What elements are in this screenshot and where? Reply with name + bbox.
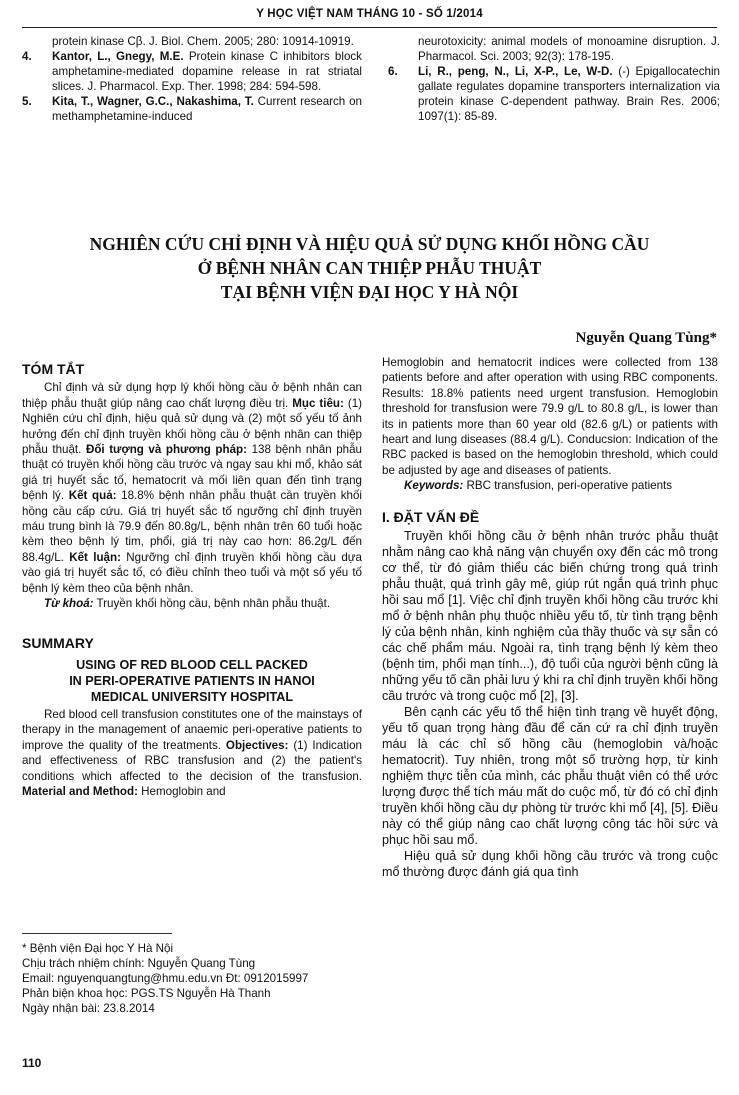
methods-label: Đối tượng và phương pháp: bbox=[85, 443, 247, 457]
summary-methods-start: Hemoglobin and bbox=[137, 784, 226, 798]
summary-keywords bbox=[382, 478, 718, 493]
reference-continuation bbox=[388, 34, 720, 64]
right-column bbox=[382, 355, 718, 880]
title-line: NGHIÊN CỨU CHỈ ĐỊNH VÀ HIỆU QUẢ SỬ DỤNG KHỐI HỒNG CẦU bbox=[89, 234, 650, 254]
summary-title-line: IN PERI-OPERATIVE PATIENTS IN HANOI bbox=[69, 673, 315, 688]
summary-keywords-label: Keywords: bbox=[404, 479, 464, 493]
intro-paragraph: Hiệu quả sử dụng khối hồng cầu trước và trong cuộc mổ thường được đánh giá qua tình bbox=[382, 849, 718, 880]
summary-keywords-text: RBC transfusion, peri-operative patients bbox=[463, 479, 673, 493]
header-rule bbox=[22, 27, 717, 28]
left-column bbox=[22, 362, 362, 799]
methods-text: 138 bệnh nhân phẫu thuật có truyền khối hồng cầu trước và ngay sau khi mổ, khảo sát giá trị huyết sắc tố, hematocrit và mối liên quan đến tình trạng bệnh lý. bbox=[22, 443, 362, 503]
intro-paragraph: Truyền khối hồng cầu ở bệnh nhân trước phẫu thuật nhằm nâng cao khả năng vận chuyển oxy đến các mô trong cơ thể, từ đó giảm thiểu các biến chứng trong quá trình phẫu thuật, quá trình gây mê, giúp rút ngắn quá trình phục hồi sau mổ [1]. Việc chỉ định truyền khối hồng cầu trước khi mổ ở bệnh nhân phụ thuộc nhiều yếu tố, từ tình trạng bệnh lý của bệnh nhân, kinh nghiệm của thầy thuốc và sự sẵn có các chế phẩm máu. Ngoài ra, tình trạng bệnh lý kèm theo (bệnh tim, phổi mạn tính...), độ tuổi của người bệnh cũng là những yếu tố cần phải lưu ý khi ra chỉ định truyền khối hồng cầu trước và trong cuộc mổ [2], [3]. bbox=[382, 529, 718, 704]
abstract-paragraph bbox=[22, 380, 362, 596]
summary-intro: Red blood cell transfusion constitutes one of the mainstays of therapy in the management of anaemic peri-operative patients to improve the quality of the treatments. bbox=[22, 707, 362, 752]
reference-text: Protein kinase C inhibitors block amphetamine-mediated dopamine release in rat striatal slices. J. Pharmacol. Exp. Ther. 1998; 284: 594-598. bbox=[52, 50, 362, 93]
author-name: Nguyễn Quang Tùng* bbox=[575, 330, 717, 346]
footnote-email: Email: nguyenquangtung@hmu.edu.vn Đt: 0912015997 bbox=[22, 972, 309, 985]
abstract-keywords bbox=[22, 596, 362, 611]
reference-item bbox=[22, 49, 362, 94]
reference-authors: Kantor, L., Gnegy, M.E. bbox=[52, 50, 184, 63]
page-number: 110 bbox=[22, 1056, 42, 1070]
abstract-intro: Chỉ định và sử dụng hợp lý khối hồng cầu ở bệnh nhân can thiệp phẫu thuật giúp nâng cao chất lượng điều trị. bbox=[22, 381, 362, 410]
reference-text: protein kinase Cβ. J. Biol. Chem. 2005; 280: 10914-10919. bbox=[52, 35, 354, 48]
intro-paragraph: Bên cạnh các yếu tố thể hiện tình trạng về huyết động, yếu tố quan trọng hàng đầu để căn cứ ra chỉ định truyền máu là các chỉ số hồng cầu (hemoglobin và/hoặc hematocrit). Tuy nhiên, trong một số trường hợp, từ kinh nghiệm thực tiễn của mình, các phẫu thuật viên có thể ước lượng được thể tích máu mất do cuộc mổ, từ đó có chỉ định truyền khối hồng cầu dự phòng từ trước khi mổ [4], [5]. Điều này có thể giúp nâng cao chất lượng công tác hồi sức và phục hồi sau mổ. bbox=[382, 705, 718, 848]
title-line: Ở BỆNH NHÂN CAN THIỆP PHẪU THUẬT bbox=[197, 258, 542, 278]
conclusion-text: Ngưỡng chỉ định truyền khối hồng cầu dựa vào giá trị huyết sắc tố, có điều chỉnh theo tuổi và một số yếu tố bệnh lý kèm theo của bệnh nhân. bbox=[22, 550, 362, 595]
conclusion-label: Kết luận: bbox=[69, 550, 121, 564]
reference-item bbox=[388, 64, 720, 124]
reference-number: 4. bbox=[22, 50, 32, 63]
footnote-reviewer: Phản biện khoa học: PGS.TS Nguyễn Hà Thanh bbox=[22, 987, 271, 1000]
summary-objectives: (1) Indication and effectiveness of RBC transfusion and (2) the patient's conditions which affected to the decision of the transfusion. bbox=[22, 738, 362, 783]
objectives-label: Mục tiêu: bbox=[292, 396, 344, 410]
reference-text: neurotoxicity: animal models of monoamine disruption. J. Pharmacol. Sci. 2003; 92(3): 178-195. bbox=[418, 35, 720, 63]
title-line: TẠI BỆNH VIỆN ĐẠI HỌC Y HÀ NỘI bbox=[220, 282, 519, 302]
objectives-text: (1) Nghiên cứu chỉ định, hiệu quả sử dụng và (2) một số yếu tố ảnh hưởng đến chỉ định truyền khối hồng cầu ở bệnh nhân can thiệp phẫu thuật. bbox=[22, 396, 362, 457]
intro-heading: I. ĐẶT VẤN ĐỀ bbox=[382, 508, 480, 525]
footnote-received: Ngày nhận bài: 23.8.2014 bbox=[22, 1002, 155, 1015]
reference-number: 5. bbox=[22, 95, 32, 108]
references-right bbox=[388, 34, 720, 124]
reference-authors: Kita, T., Wagner, G.C., Nakashima, T. bbox=[52, 95, 254, 108]
reference-text: (-) Epigallocatechin gallate regulates dopamine transporters internalization via protein kinase C-dependent pathway. Brain Res. 2006; 1097(1): 85-89. bbox=[418, 65, 720, 123]
summary-heading: SUMMARY bbox=[22, 634, 94, 651]
summary-title-line: MEDICAL UNIVERSITY HOSPITAL bbox=[90, 689, 294, 704]
footnote-affiliation: * Bệnh viện Đại học Y Hà Nội bbox=[22, 942, 174, 955]
summary-methods-text: Hemoglobin and hematocrit indices were collected from 138 patients before and after operation with using RBC components. Results: 18.8% patients need urgent transfusion. Hemoglobin threshold for transfusion were 79.9 g/L to 80.8 g/L, is lower than its in patients more than 60 year old (82.6 g/L) or patients with heart and lung diseases (88.4 g/L). Conducsion: Indication of the RBC packed is based on the hemoglobin threshold, which could be adjusted by age and diseases of patients. bbox=[382, 356, 718, 477]
reference-item bbox=[22, 94, 362, 124]
summary-methods-label: Material and Method: bbox=[22, 784, 138, 798]
article-title bbox=[0, 232, 739, 304]
keywords-label: Từ khoá: bbox=[44, 597, 94, 611]
keywords-text: Truyền khối hồng cầu, bệnh nhân phẫu thuật. bbox=[93, 597, 331, 611]
summary-title bbox=[22, 657, 362, 705]
results-label: Kết quả: bbox=[68, 489, 117, 503]
reference-authors: Li, R., peng, N., Li, X-P., Le, W-D. bbox=[418, 65, 613, 78]
summary-paragraph bbox=[22, 707, 362, 799]
footnote-responsible: Chịu trách nhiệm chính: Nguyễn Quang Tùng bbox=[22, 957, 256, 970]
reference-text: Current research on methamphetamine-induced bbox=[52, 95, 363, 123]
reference-number: 6. bbox=[388, 65, 398, 78]
running-header: Y HỌC VIỆT NAM THÁNG 10 - SỐ 1/2014 bbox=[256, 8, 483, 20]
results-text: 18.8% bệnh nhân phẫu thuật cần truyền khối hồng cầu cấp cứu. Giá trị huyết sắc tố ngưỡng chỉ định truyền máu trung bình là 79.9 đến 80.8g/L, bệnh nhân trên 60 tuổi hoặc kèm theo bệnh lý tim, phổi, giá trị này cao hơn: 86.2g/L đến 88.4g/L. bbox=[22, 489, 362, 564]
footnote-rule bbox=[22, 933, 172, 934]
summary-title-line: USING OF RED BLOOD CELL PACKED bbox=[76, 657, 308, 672]
reference-continuation bbox=[22, 34, 362, 49]
references-left bbox=[22, 34, 362, 124]
abstract-heading: TÓM TẮT bbox=[22, 361, 85, 377]
summary-objectives-label: Objectives: bbox=[225, 738, 289, 752]
footnotes bbox=[22, 941, 362, 1016]
summary-continued bbox=[382, 355, 718, 478]
